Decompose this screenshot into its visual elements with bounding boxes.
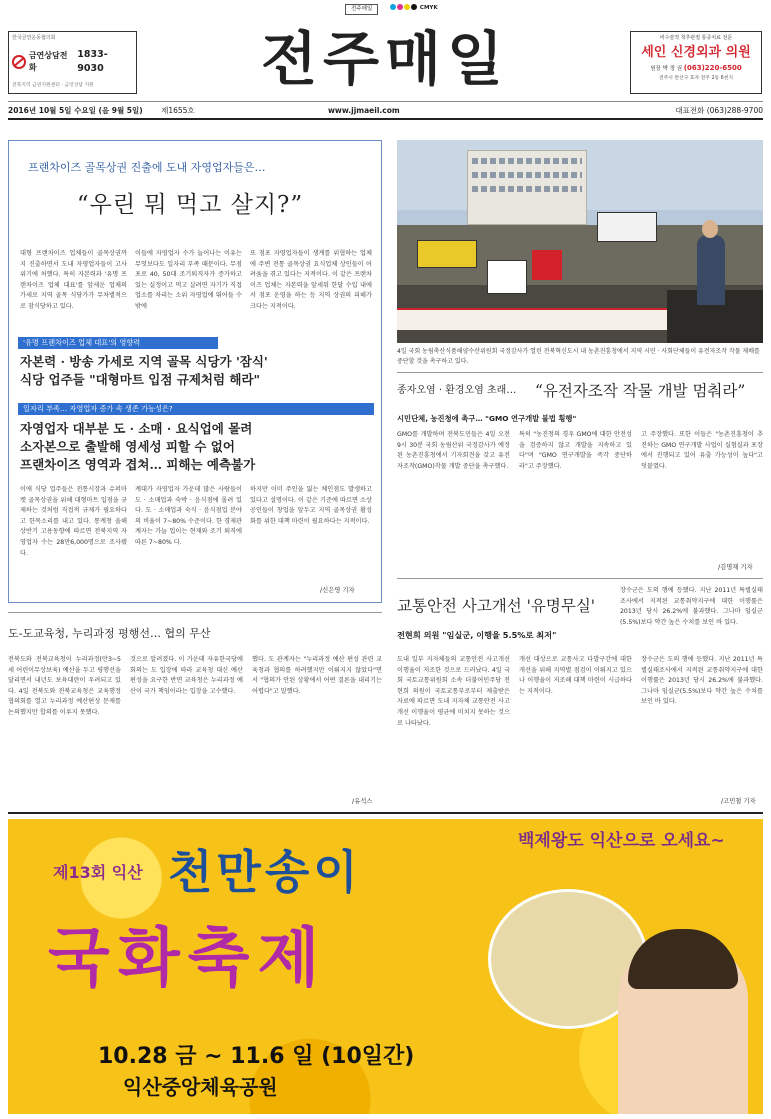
banner-venue: 익산중앙체육공원 bbox=[123, 1075, 278, 1099]
no-smoking-icon bbox=[12, 55, 26, 69]
banner-title2: 국화축제 bbox=[48, 922, 328, 996]
story1-col5: 계대가 자영업자 가운데 많은 사람들이 도 · 소매업과 숙박 · 음식점에 몰려 있다. 도 · 소매업과 숙식 · 음식점업 분야의 비율이 7~80% 수준이다. 한 경제관계자는 가늘 업이는 현재와 조기 퇴직에 따른 7~80% 다. bbox=[135, 486, 242, 546]
story1-box1-label: '유명 프랜차이즈 업체 대표'의 영향력 bbox=[18, 337, 218, 349]
ad-clinic-director: 원장 박 정 권 bbox=[650, 66, 683, 73]
story4-col2: 것으로 알려졌다. 이 가운데 자유한국당에 회의는 도 입장에 따라 교육청 대신 예산 편성을 요구한 반면 교육청은 누리과정 예산이 국가 책임이라는 입장을 고수했다. bbox=[130, 656, 243, 695]
story1-col4: 이에 식당 업주들은 전통시장과 슈퍼마켓 골목상권을 위해 대형마트 입점을 규제하는 것처럼 직접적 규제가 필요하다고 한목소리를 내고 있다. 통계청 올해 상반기 고용동향에 따르면 전북지역 자영업자 수는 28만6,000명으로 조사됐다. bbox=[20, 486, 127, 557]
story1-box1-line2: 식당 업주들 "대형마트 입점 규제처럼 해라" bbox=[20, 372, 261, 387]
page-tag: 전주매일 bbox=[345, 4, 378, 15]
main-phone: 대표전화 (063)288-9700 bbox=[675, 106, 763, 115]
story1-col1: 대형 프랜차이즈 업체들이 골목상권까지 진출하면서 도내 자영업자들이 고사 위기에 처했다. 특히 자본력과 '유명 프랜차이즈 업체 대표'를 앞세운 업체의 가세로 지역 골목 식당가가 무차별적으로 잠식당하고 있다. bbox=[20, 250, 127, 310]
ad-clinic-phone: (063)220-6500 bbox=[683, 64, 742, 73]
story3-byline: /고민철 기자 bbox=[721, 798, 756, 805]
story3-title: 교통안전 사고개선 '유명무실' bbox=[397, 597, 596, 615]
story1-box2-line3: 프랜차이즈 영역과 겹쳐… 피해는 예측불가 bbox=[20, 457, 256, 472]
banner-dates: 10.28 금 ~ 11.6 일 (10일간) bbox=[98, 1044, 415, 1069]
story2-sub: 시민단체, 농진청에 촉구… "GMO 연구개발 불법 횡행" bbox=[397, 414, 577, 423]
site-url[interactable]: www.jjmaeil.com bbox=[328, 106, 400, 115]
story1-title: “우린 뭐 먹고 살지?” bbox=[76, 192, 304, 218]
story2-title: “유전자조작 작물 개발 멈춰라” bbox=[535, 382, 746, 400]
story2-kicker: 종자오염 · 환경오염 초래… bbox=[397, 385, 517, 396]
story1-col2: 이들에 자영업자 수가 늘어나는 이유는 무엇보다도 일자리 부족 때문이다. 무점포로 40, 50대 조기퇴직자가 증가하고 있는 실정이고 먹고 살려면 자기가 직접 업소를 차리는 소위 자영업에 뛰어들 수 밖에 bbox=[135, 250, 242, 310]
story2-byline: /김명재 기자 bbox=[718, 564, 753, 571]
ad-clinic-name: 세인 신경외과 의원 bbox=[641, 45, 751, 61]
protest-photo bbox=[397, 140, 763, 343]
masthead: 전주매일 bbox=[260, 25, 510, 93]
ad-note: 전북지역 금연지원센터 · 금연상담 지원 bbox=[12, 82, 94, 88]
story1-col6: 하지만 이미 주인을 잃는 체인점도 발생하고 있다고 설명이다. 이 같은 기준에 따르면 소상공인들이 창업을 앞두고 지역 골목상권 활성화를 위한 대책 마련이 필요하다는 지적이다. bbox=[250, 486, 372, 525]
story1-box2-line1: 자영업자 대부분 도 · 소매 · 요식업에 몰려 bbox=[20, 421, 253, 436]
story3-col1: 도내 일부 지자체들의 교통안전 사고개선 이행율이 저조한 것으로 드러났다. 4일 국회 국토교통위원회 소속 더불어민주당 전현희 의원이 국토교통부로부터 제출받은 자료에 따르면 도내 지자체 교통안전 사고개선 이행율이 평균에 미치지 못하는 것으로 나타났다. bbox=[397, 656, 510, 727]
story4-col1: 전북도와 전북교육청이 누리과정(만3~5세 어린이무상보육) 예산을 두고 평행선을 달리면서 내년도 보육대란이 우려되고 있다. 4일 전북도와 전북교육청은 교육행정협의회를 열고 누리과정 예산편성 문제를 논의했지만 합의를 이루지 못했다. bbox=[8, 656, 121, 716]
issue-date: 2016년 10월 5일 수요일 (음 9월 5일) bbox=[8, 106, 143, 115]
story2-col1: GMO를 개발하며 전북도민들은 4일 오전 9시 30분 국회 농림산위 국정감사가 예정된 농촌진흥청에서 기자회견을 갖고 유전자조작(GMO)작물 개발 중단을 촉구했다. bbox=[397, 431, 510, 470]
story3-sub: 전현희 의원 "임실군, 이행율 5.5%로 최저" bbox=[397, 630, 557, 640]
banner-edition: 제13회 익산 bbox=[53, 863, 143, 882]
festival-banner[interactable] bbox=[8, 819, 763, 1114]
story1-box1-line1: 자본력 · 방송 가세로 지역 골목 식당가 '잠식' bbox=[20, 354, 268, 369]
ad-quit-smoking[interactable] bbox=[8, 31, 137, 94]
banner-title1: 천만송이 bbox=[168, 845, 362, 899]
story3-col2: 개선 대상으로 교통사고 다발구간에 대한 개선을 위해 지역별 점검이 이뤄지고 있으나 이행율이 저조해 대책 마련이 시급하다는 지적이다. bbox=[519, 656, 632, 695]
story4-title: 도-도교육청, 누리과정 평행선… 협의 무산 bbox=[8, 627, 211, 640]
cmyk-marks: CMYK bbox=[390, 4, 438, 13]
story1-col3: 또 점포 자영업자들이 생계를 위협하는 업체에 주변 전통 골목상권 요식업체 상인들이 어려움을 겪고 있다는 지적이다. 이 같은 프랜차이즈 업체는 자본력을 앞세워 한달 수입 내에서 점포 운영을 하는 등 지역 상권의 피해가 크다는 지적이다. bbox=[250, 250, 372, 310]
ad-clinic[interactable] bbox=[630, 31, 762, 94]
story2-col2: 특히 "농진청의 경우 GMO에 대한 안전성을 검증하지 않고 개발을 지속하고 있다"며 "GMO 연구개발을 즉각 중단하라"고 주장했다. bbox=[519, 431, 632, 470]
story1-byline: /신은영 기자 bbox=[320, 587, 355, 594]
ad-label: 금연상담전화 bbox=[28, 51, 68, 73]
story1-kicker: 프랜차이즈 골목상권 진출에 도내 자영업자들은… bbox=[28, 161, 266, 174]
story4-byline: /유석스 bbox=[352, 798, 373, 805]
banner-slogan: 백제왕도 익산으로 오세요~ bbox=[518, 831, 725, 851]
dateline bbox=[8, 101, 763, 120]
story2-col3: 고 주장했다. 또한 이들은 "농촌진흥청이 추진하는 GMO 연구개발 사업이 실험실과 포장에서 진행되고 있어 유출 가능성이 높다"고 덧붙였다. bbox=[641, 431, 763, 470]
story3-col3: 장수군은 도의 행에 등했다. 지난 2011년 특별실태조사에서 지적된 교통취약지구에 대한 이행률은 2013년 당시 26.2%에 불과했다. 그나마 임실군(5.5%)보다 약간 높은 수치를 보인 바 있다. bbox=[620, 587, 763, 626]
story4-col3: 했다. 도 관계자는 "누리과정 예산 편성 관련 교육청과 협의를 하려했지만 이뤄지지 않았다"면서 "협의가 안된 상황에서 어떤 결론을 내리기는 어렵다"고 말했다. bbox=[252, 656, 382, 695]
ad-org: 한국금연운동협의회 bbox=[12, 35, 56, 41]
story3-col3b: 장수군은 도의 행에 등했다. 지난 2011년 특별실태조사에서 지적된 교통취약지구에 대한 이행률은 2013년 당시 26.2%에 불과했다. 그나마 임실군(5.5%)보다 약간 높은 수치를 보인 바 있다. bbox=[641, 656, 763, 706]
photo-caption: 4일 국회 농림축산식품해양수산위원회 국정감사가 열린 전북혁신도시 내 농촌진흥청에서 지역 시민 · 사회단체들이 유전자조작 작물 재배를 중단할 것을 촉구하고 있다. bbox=[397, 348, 760, 365]
ad-clinic-address: 전주시 완산구 효자 전주 2동 6천지 bbox=[659, 76, 733, 82]
issue-number: 제1655호 bbox=[161, 106, 195, 115]
story1-box2-line2: 소자본으로 출발해 영세성 피할 수 없어 bbox=[20, 439, 235, 454]
ad-number: 1833-9030 bbox=[77, 49, 108, 75]
ad-clinic-top: 비수술적 척추관절 통증치료 전문 bbox=[659, 35, 733, 41]
story1-box2-label: 일자리 부족… 자영업자 증가 속 생존 가능성은? bbox=[18, 403, 374, 415]
